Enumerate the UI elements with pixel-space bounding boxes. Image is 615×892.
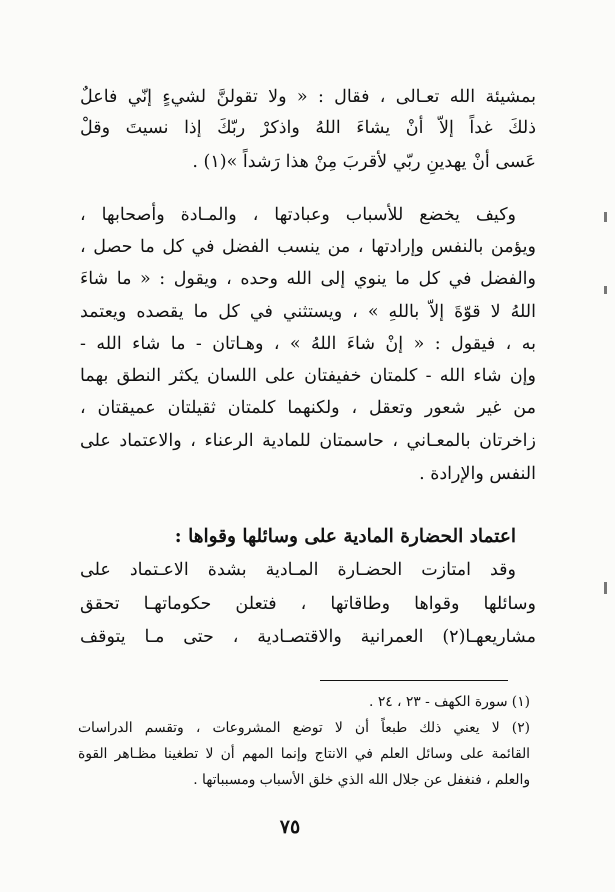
text-line: ذلكَ غداً إلاّ أنْ يشاءَ اللهُ واذكرْ ربّكَ إذا نسيتَ وقلْ: [80, 118, 536, 138]
scan-mark: [604, 286, 607, 294]
footnote-line: (١) سورة الكهف - ٢٣ ، ٢٤ .: [369, 694, 530, 710]
text-line: به ، فيقول : « إنْ شاءَ اللهُ » ، وهـاتان - ما شاء الله -: [80, 334, 536, 354]
footnote-line: والعلم ، فنغفل عن جلال الله الذي خلق الأسباب ومسبباتها .: [193, 772, 530, 788]
text-line: وسائلها وقواها وطاقاتها ، فتعلن حكوماتهـا تحقق: [80, 594, 536, 614]
text-line: زاخرتان بالمعـاني ، حاسمتان للمادية الرعناء ، والاعتماد على: [80, 431, 536, 451]
text-line: ويؤمن بالنفس وإرادتها ، من ينسب الفضل في كل ما حصل ،: [80, 237, 536, 257]
scan-mark: [604, 582, 607, 594]
text-line: اللهُ لا قوّةَ إلاّ باللهِ » ، ويستثني في كل ما يقصده ويعتمد: [80, 302, 536, 322]
footnote-separator: [320, 680, 508, 681]
page-number: ٧٥: [279, 816, 301, 838]
text-line: من غير شعور وتعقل ، ولكنهما كلمتان ثقيلتان عميقتان ،: [80, 398, 536, 418]
text-line: عَسى أنْ يهدينِ ربّي لأقربَ مِنْ هذا رَشداً »(١) .: [192, 152, 536, 172]
section-heading: اعتماد الحضارة المادية على وسائلها وقواها :: [174, 526, 516, 547]
footnote-line: (٢) لا يعني ذلك طبعاً أن لا توضع المشروعات ، وتقسم الدراسات: [78, 720, 530, 736]
text-line: النفس والإرادة .: [419, 464, 536, 484]
text-line: وإن شاء الله - كلمتان خفيفتان على اللسان يكثر النطق بهما: [80, 366, 536, 386]
text-line: وقد امتازت الحضـارة المـادية بشدة الاعـتماد على: [80, 560, 516, 580]
scan-mark: [604, 212, 607, 222]
footnote-line: القائمة على وسائل العلم في الانتاج وإنما المهم أن لا تطغينا مظـاهر القوة: [78, 746, 530, 762]
text-line: والفضل في كل ما ينوي إلى الله وحده ، ويقول : « ما شاءَ: [80, 269, 536, 289]
text-line: مشاريعهـا(٢) العمرانية والاقتصـادية ، حتى مـا يتوقف: [80, 627, 536, 647]
text-line: بمشيئة الله تعـالى ، فقال : « ولا تقولنَّ لشيءٍ إنّي فاعلٌ: [80, 87, 536, 107]
text-line: وكيف يخضع للأسباب وعبادتها ، والمـادة وأصحابها ،: [80, 205, 516, 225]
